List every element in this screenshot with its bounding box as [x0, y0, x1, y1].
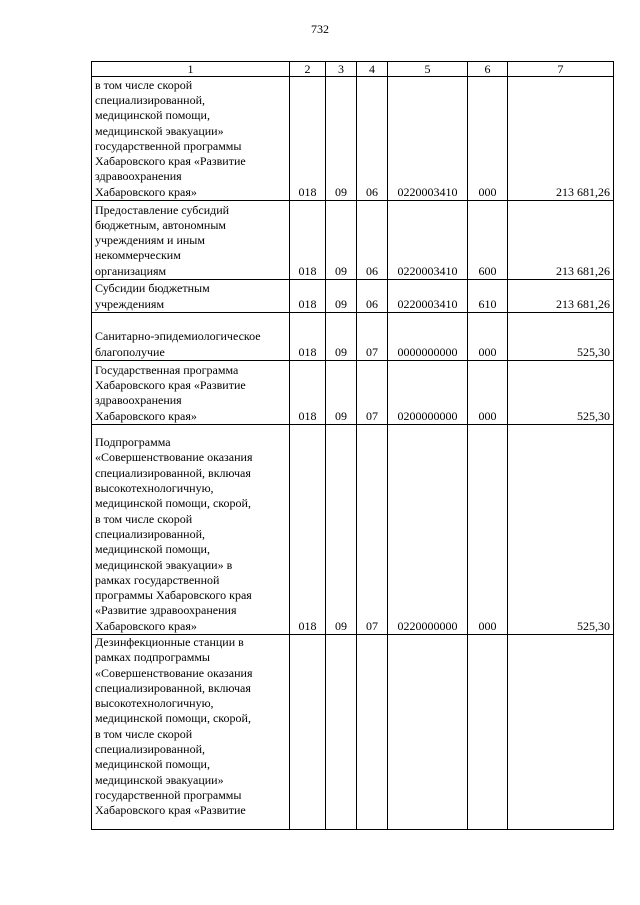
column-header-2: 2	[290, 62, 326, 77]
target-code: 0200000000	[388, 361, 468, 425]
section-code: 09	[326, 201, 357, 280]
ministry-code: 018	[290, 313, 326, 361]
target-code	[388, 635, 468, 830]
ministry-code: 018	[290, 280, 326, 313]
amount	[508, 635, 614, 830]
budget-table	[91, 61, 614, 830]
subsection-code: 07	[357, 313, 388, 361]
section-code: 09	[326, 77, 357, 201]
ministry-code	[290, 635, 326, 830]
section-code: 09	[326, 313, 357, 361]
subsection-code: 06	[357, 201, 388, 280]
expense-type-code: 000	[468, 77, 508, 201]
row-name: Санитарно-эпидемиологическое благополучие	[92, 313, 290, 361]
target-code: 0220003410	[388, 201, 468, 280]
table-row	[92, 313, 614, 361]
subsection-code	[357, 635, 388, 830]
table-row	[92, 280, 614, 313]
ministry-code: 018	[290, 201, 326, 280]
expense-type-code: 600	[468, 201, 508, 280]
ministry-code: 018	[290, 361, 326, 425]
row-name: Дезинфекционные станции в рамках подпрограммы «Совершенствование оказания специализированной, включая высокотехнологичную, медицинской помощи, скорой, в том числе скорой специализированной, медицинской помощи, медицинской эвакуации» государственной программы Хабаровского края «Развитие	[92, 635, 290, 830]
column-header-5: 5	[388, 62, 468, 77]
row-name: Подпрограмма «Совершенствование оказания специализированной, включая высокотехнологичную, медицинской помощи, скорой, в том числе скорой специализированной, медицинской помощи, медицинской эвакуации» в рамках государственной программы Хабаровского края «Развитие здравоохранения Хабаровского края»	[92, 425, 290, 635]
row-name: Предоставление субсидий бюджетным, автономным учреждениям и иным некоммерческим организациям	[92, 201, 290, 280]
column-header-7: 7	[508, 62, 614, 77]
amount: 213 681,26	[508, 201, 614, 280]
page-number: 732	[311, 22, 329, 36]
amount: 213 681,26	[508, 77, 614, 201]
expense-type-code: 000	[468, 313, 508, 361]
amount: 525,30	[508, 425, 614, 635]
target-code: 0220003410	[388, 280, 468, 313]
expense-type-code: 000	[468, 425, 508, 635]
column-header-3: 3	[326, 62, 357, 77]
column-header-4: 4	[357, 62, 388, 77]
column-header-1: 1	[92, 62, 290, 77]
row-name: в том числе скорой специализированной, медицинской помощи, медицинской эвакуации» государственной программы Хабаровского края «Развитие здравоохранения Хабаровского края»	[92, 77, 290, 201]
table-row	[92, 201, 614, 280]
expense-type-code: 000	[468, 361, 508, 425]
column-header-6: 6	[468, 62, 508, 77]
target-code: 0000000000	[388, 313, 468, 361]
header-row	[92, 62, 614, 77]
target-code: 0220000000	[388, 425, 468, 635]
subsection-code: 07	[357, 425, 388, 635]
table-row	[92, 77, 614, 201]
expense-type-code	[468, 635, 508, 830]
expense-type-code: 610	[468, 280, 508, 313]
subsection-code: 06	[357, 280, 388, 313]
table-row	[92, 425, 614, 635]
row-name: Субсидии бюджетным учреждениям	[92, 280, 290, 313]
ministry-code: 018	[290, 77, 326, 201]
target-code: 0220003410	[388, 77, 468, 201]
table-row	[92, 361, 614, 425]
section-code: 09	[326, 425, 357, 635]
ministry-code: 018	[290, 425, 326, 635]
amount: 525,30	[508, 361, 614, 425]
amount: 525,30	[508, 313, 614, 361]
section-code: 09	[326, 361, 357, 425]
section-code	[326, 635, 357, 830]
row-name: Государственная программа Хабаровского края «Развитие здравоохранения Хабаровского края»	[92, 361, 290, 425]
section-code: 09	[326, 280, 357, 313]
table-row	[92, 635, 614, 830]
amount: 213 681,26	[508, 280, 614, 313]
subsection-code: 07	[357, 361, 388, 425]
subsection-code: 06	[357, 77, 388, 201]
